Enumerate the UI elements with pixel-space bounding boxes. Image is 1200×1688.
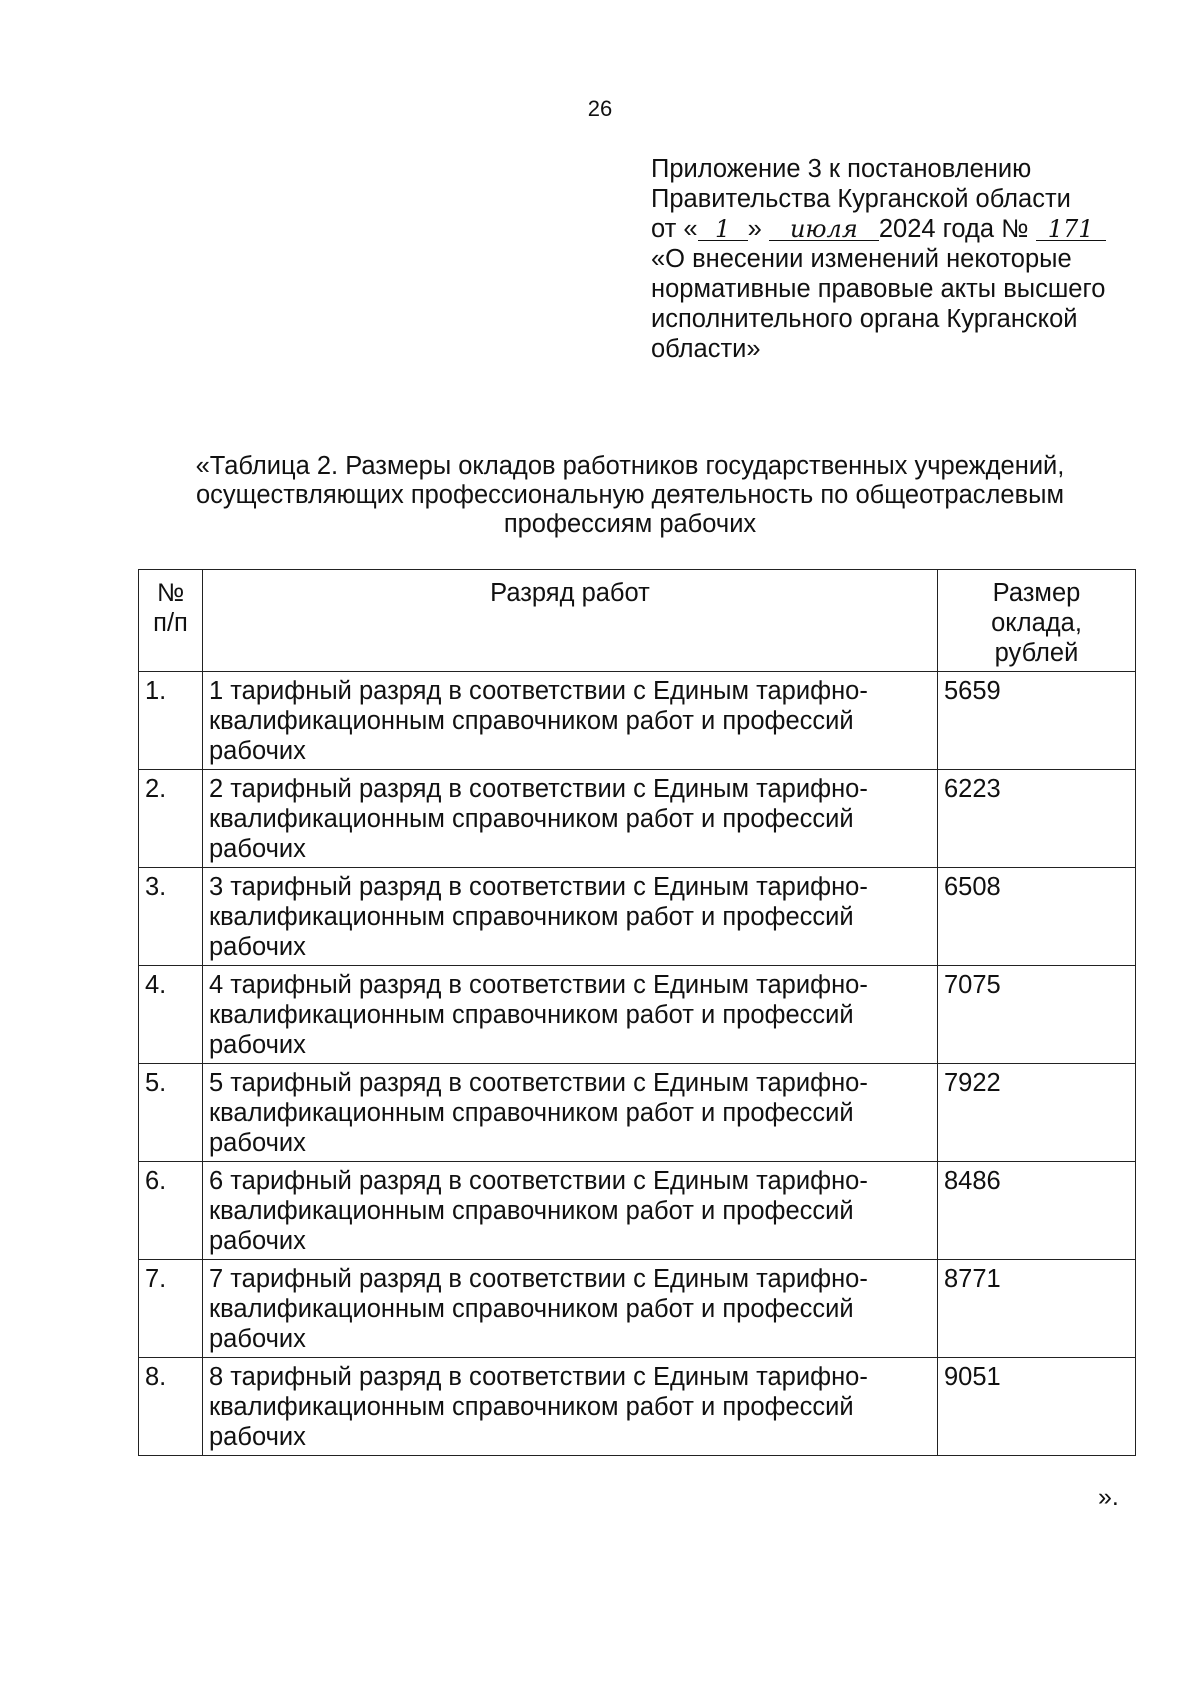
- row-desc: 2 тарифный разряд в соответствии с Единым тарифно-квалификационным справочником работ и профессий рабочих: [203, 770, 938, 868]
- table-title: [130, 452, 1130, 539]
- appendix-line-1: Приложение 3 к постановлению: [651, 155, 1032, 183]
- appendix-line-2: Правительства Курганской области: [651, 185, 1071, 213]
- row-size: 8486: [938, 1162, 1136, 1260]
- table-row: [139, 672, 1136, 770]
- row-desc: 5 тарифный разряд в соответствии с Единым тарифно-квалификационным справочником работ и профессий рабочих: [203, 1064, 938, 1162]
- row-num: 6.: [139, 1162, 203, 1260]
- row-num: 7.: [139, 1260, 203, 1358]
- row-desc: 1 тарифный разряд в соответствии с Единым тарифно-квалификационным справочником работ и профессий рабочих: [203, 672, 938, 770]
- handwritten-month: июля: [769, 218, 879, 241]
- header-num-line-1: №: [156, 579, 185, 607]
- row-num: 3.: [139, 868, 203, 966]
- table-row: [139, 770, 1136, 868]
- table-title-line-2: осуществляющих профессиональную деятельность по общеотраслевым: [196, 481, 1064, 509]
- table-row: [139, 1064, 1136, 1162]
- header-size-line-3: рублей: [994, 639, 1079, 667]
- row-num: 8.: [139, 1358, 203, 1456]
- row-desc: 6 тарифный разряд в соответствии с Единым тарифно-квалификационным справочником работ и профессий рабочих: [203, 1162, 938, 1260]
- appendix-date-line: [651, 214, 1171, 244]
- table-row: [139, 868, 1136, 966]
- row-num: 2.: [139, 770, 203, 868]
- table-row: [139, 1260, 1136, 1358]
- header-size-line-1: Размер: [992, 579, 1081, 607]
- row-size: 7922: [938, 1064, 1136, 1162]
- table-title-line-1: «Таблица 2. Размеры окладов работников государственных учреждений,: [195, 452, 1065, 480]
- appendix-line-7: области»: [651, 335, 761, 363]
- row-desc: 3 тарифный разряд в соответствии с Единым тарифно-квалификационным справочником работ и профессий рабочих: [203, 868, 938, 966]
- row-num: 4.: [139, 966, 203, 1064]
- appendix-header: [651, 154, 1171, 364]
- appendix-line-4: «О внесении изменений некоторые: [651, 245, 1072, 273]
- header-num-line-2: п/п: [153, 609, 188, 637]
- salary-table: [138, 569, 1136, 1456]
- header-size: [938, 570, 1136, 672]
- row-size: 9051: [938, 1358, 1136, 1456]
- header-size-line-2: оклада,: [991, 609, 1082, 637]
- row-num: 1.: [139, 672, 203, 770]
- header-desc: Разряд работ: [203, 570, 938, 672]
- table-header-row: [139, 570, 1136, 672]
- closing-quote: ».: [1098, 1483, 1119, 1511]
- date-prefix: от «: [651, 215, 698, 243]
- handwritten-doc-number: 171: [1036, 218, 1106, 241]
- row-size: 7075: [938, 966, 1136, 1064]
- appendix-line-5: нормативные правовые акты высшего: [651, 275, 1106, 303]
- row-desc: 4 тарифный разряд в соответствии с Единым тарифно-квалификационным справочником работ и профессий рабочих: [203, 966, 938, 1064]
- header-num: [139, 570, 203, 672]
- row-size: 5659: [938, 672, 1136, 770]
- date-mid: »: [747, 215, 762, 243]
- table-row: [139, 966, 1136, 1064]
- row-num: 5.: [139, 1064, 203, 1162]
- date-year: 2024 года №: [878, 215, 1029, 243]
- row-size: 6223: [938, 770, 1136, 868]
- page-number: 26: [587, 96, 613, 121]
- handwritten-day: 1: [698, 218, 748, 241]
- appendix-line-6: исполнительного органа Курганской: [651, 305, 1078, 333]
- row-desc: 7 тарифный разряд в соответствии с Единым тарифно-квалификационным справочником работ и профессий рабочих: [203, 1260, 938, 1358]
- table-row: [139, 1162, 1136, 1260]
- table-row: [139, 1358, 1136, 1456]
- row-size: 8771: [938, 1260, 1136, 1358]
- row-size: 6508: [938, 868, 1136, 966]
- table-title-line-3: профессиям рабочих: [503, 510, 757, 538]
- row-desc: 8 тарифный разряд в соответствии с Единым тарифно-квалификационным справочником работ и профессий рабочих: [203, 1358, 938, 1456]
